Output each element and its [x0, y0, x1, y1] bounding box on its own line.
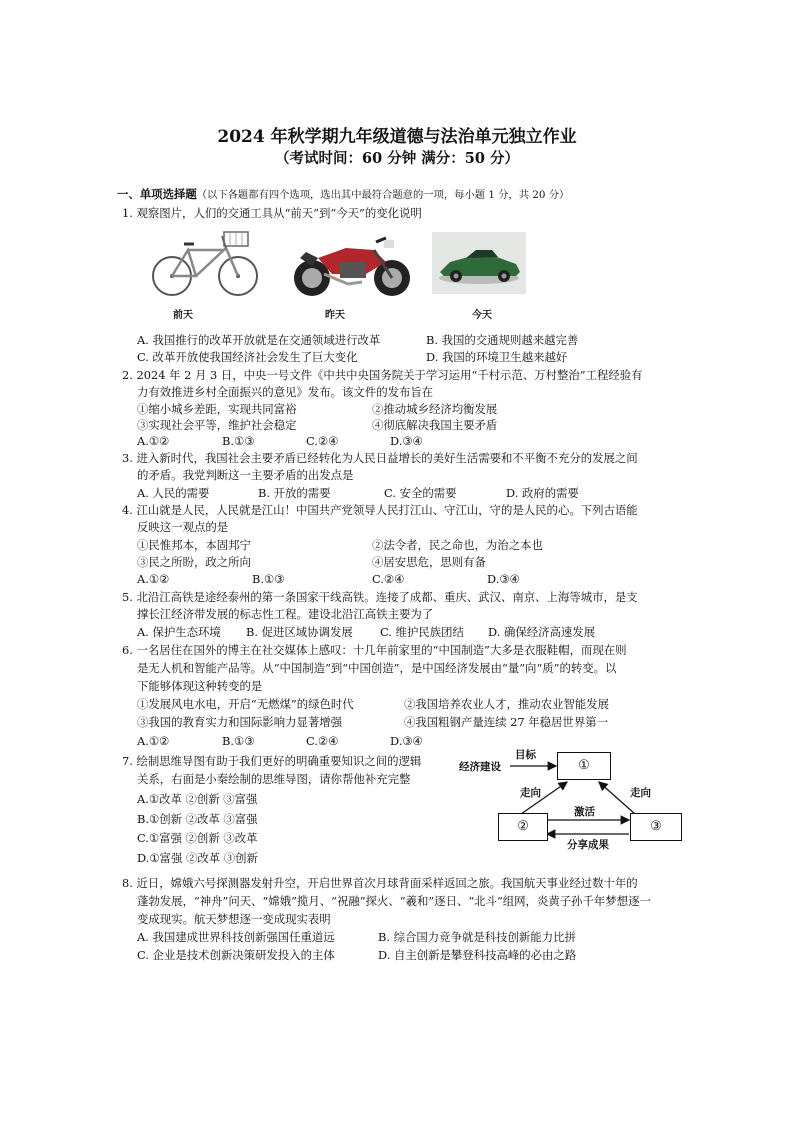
q7-option-d: D.①富强 ②改革 ③创新: [137, 851, 258, 865]
q1-stem: 1. 观察图片，人们的交通工具从“前天”到“今天”的变化说明: [122, 206, 422, 220]
q1-option-b: B. 我国的交通规则越来越完善: [426, 333, 579, 347]
q3-stem-1: 3. 进入新时代，我国社会主要矛盾已经转化为人民日益增长的美好生活需要和不平衡不充分的发展之间: [122, 451, 638, 465]
q1-caption-day-before: 前天: [173, 310, 193, 321]
q4-option-a: A.①②: [137, 572, 170, 586]
section-note: （以下各题都有四个选项，选出其中最符合题意的一项，每小题 1 分，共 20 分）: [196, 189, 570, 201]
mind-map-label-activate: 激活: [574, 806, 595, 818]
q5-stem-1: 5. 北沿江高铁是途经泰州的第一条国家干线高铁。连接了成都、重庆、武汉、南京、上海等城市，是支: [122, 590, 638, 604]
q8-stem-3: 变成现实。航天梦想逐一变成现实表明: [137, 912, 331, 926]
q2-statement-3: ③实现社会平等，维护社会稳定: [137, 418, 297, 432]
mind-map-box-3: ③: [630, 813, 682, 841]
q7-stem-1: 7. 绘制思维导图有助于我们更好的明确重要知识之间的逻辑: [122, 754, 422, 768]
q2-option-d: D.③④: [390, 434, 423, 448]
section-title: 一、单项选择题: [117, 187, 197, 201]
q2-option-a: A.①②: [137, 434, 170, 448]
q2-stem-1: 2. 2024 年 2 月 3 日，中央一号文件《中共中央国务院关于学习运用“千村示范、万村整治”工程经验有: [122, 368, 643, 382]
q6-stem-3: 下能够体现这种转变的是: [137, 679, 263, 693]
q4-statement-2: ②法令者，民之命也，为治之本也: [372, 538, 543, 552]
mind-map-label-share: 分享成果: [567, 839, 609, 851]
q1-option-a: A. 我国推行的改革开放就是在交通领域进行改革: [137, 333, 381, 347]
q7-stem-2: 关系，右面是小秦绘制的思维导图，请你帮他补充完整: [137, 772, 411, 786]
q5-option-d: D. 确保经济高速发展: [488, 625, 596, 639]
q4-stem-2: 反映这一观点的是: [137, 520, 229, 534]
q6-stem-1: 6. 一名居住在国外的博主在社交媒体上感叹：十几年前家里的“中国制造”大多是衣服鞋帽，而现在则: [122, 643, 627, 657]
q2-statement-2: ②推动城乡经济均衡发展: [372, 402, 498, 416]
q1-caption-today: 今天: [472, 310, 492, 321]
section-header: [117, 187, 569, 202]
q4-stem-1: 4. 江山就是人民，人民就是江山！中国共产党领导人民打江山、守江山，守的是人民的心。下列古语能: [122, 503, 638, 517]
q7-option-b: B.①创新 ②改革 ③富强: [137, 812, 258, 826]
q8-stem-2: 蓬勃发展，“神舟”问天、“嫦娥”揽月、“祝融”探火、“羲和”逐日、“北斗”组网，炎黄子孙千年梦想逐一: [137, 894, 651, 908]
page-title: 2024 年秋学期九年级道德与法治单元独立作业: [217, 127, 577, 147]
q6-option-d: D.③④: [390, 734, 423, 748]
q6-option-b: B.①③: [222, 734, 255, 748]
q8-option-a: A. 我国建成世界科技创新强国任重道远: [137, 930, 335, 944]
q4-option-d: D.③④: [487, 572, 520, 586]
motorcycle-image: [288, 228, 416, 300]
q5-option-b: B. 促进区域协调发展: [246, 625, 353, 639]
q3-option-c: C. 安全的需要: [384, 486, 457, 500]
q5-stem-2: 撑长江经济带发展的标志性工程。建设北沿江高铁主要为了: [137, 607, 434, 621]
q4-option-c: C.②④: [372, 572, 405, 586]
mind-map-label-econ: 经济建设: [459, 761, 501, 773]
q2-statement-4: ④彻底解决我国主要矛盾: [372, 418, 498, 432]
q4-statement-1: ①民惟邦本，本固邦宁: [137, 538, 251, 552]
q6-statement-4: ④我国粗钢产量连续 27 年稳居世界第一: [404, 715, 608, 729]
mind-map-label-path-left: 走向: [520, 787, 541, 799]
page-subtitle: （考试时间：60 分钟 满分：50 分）: [275, 150, 519, 167]
q8-option-c: C. 企业是技术创新决策研发投入的主体: [137, 948, 335, 962]
q2-option-c: C.②④: [306, 434, 339, 448]
q6-option-a: A.①②: [137, 734, 170, 748]
q3-option-d: D. 政府的需要: [506, 486, 579, 500]
bicycle-image: [150, 228, 260, 300]
q6-statement-2: ②我国培养农业人才，推动农业智能发展: [404, 697, 610, 711]
mind-map-box-2: ②: [498, 813, 548, 841]
q7-option-a: A.①改革 ②创新 ③富强: [137, 792, 258, 806]
q2-option-b: B.①③: [222, 434, 255, 448]
q8-option-d: D. 自主创新是攀登科技高峰的必由之路: [378, 948, 577, 962]
q4-option-b: B.①③: [252, 572, 285, 586]
q3-option-a: A. 人民的需要: [137, 486, 210, 500]
q5-option-c: C. 维护民族团结: [380, 625, 464, 639]
mind-map-label-path-right: 走向: [630, 787, 651, 799]
q2-statement-1: ①缩小城乡差距，实现共同富裕: [137, 402, 297, 416]
q6-statement-1: ①发展风电水电，开启“无燃煤”的绿色时代: [137, 697, 354, 711]
sports-car-image: [432, 232, 526, 294]
q6-option-c: C.②④: [306, 734, 339, 748]
q6-stem-2: 是无人机和智能产品等。从“中国制造”到“中国创造”，是中国经济发展由“量”向“质”的转变。以: [137, 661, 617, 675]
q8-stem-1: 8. 近日，嫦娥六号探测器发射升空，开启世界首次月球背面采样返回之旅。我国航天事业经过数十年的: [122, 876, 638, 890]
q6-statement-3: ③我国的教育实力和国际影响力显著增强: [137, 715, 343, 729]
q5-option-a: A. 保护生态环境: [137, 625, 221, 639]
q3-option-b: B. 开放的需要: [258, 486, 331, 500]
q1-option-d: D. 我国的环境卫生越来越好: [426, 350, 568, 364]
q7-option-c: C.①富强 ②创新 ③改革: [137, 831, 258, 845]
mind-map-box-1: ①: [557, 752, 611, 780]
q4-statement-4: ④居安思危，思则有备: [372, 555, 486, 569]
q1-caption-yesterday: 昨天: [325, 310, 345, 321]
q8-option-b: B. 综合国力竞争就是科技创新能力比拼: [378, 930, 576, 944]
mind-map-label-goal: 目标: [515, 749, 536, 761]
q4-statement-3: ③民之所盼，政之所向: [137, 555, 251, 569]
q1-option-c: C. 改革开放使我国经济社会发生了巨大变化: [137, 350, 358, 364]
q2-stem-2: 力有效推进乡村全面振兴的意见》发布。该文件的发布旨在: [137, 385, 434, 399]
q3-stem-2: 的矛盾。我党判断这一主要矛盾的出发点是: [137, 468, 354, 482]
